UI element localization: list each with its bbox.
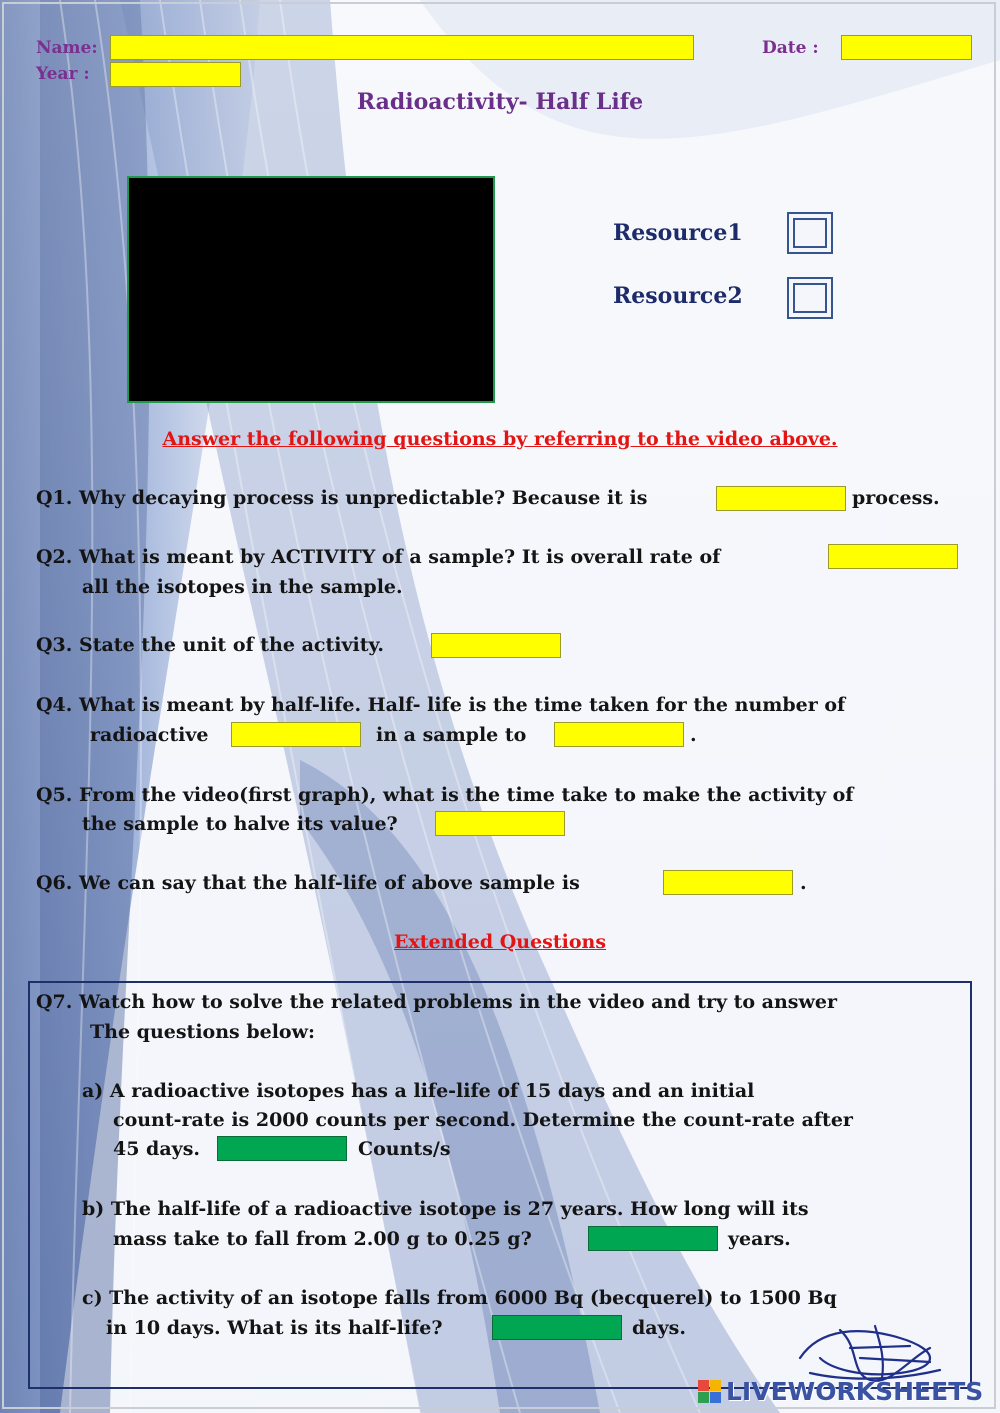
q1-text: Q1. Why decaying process is unpredictable? Because it is xyxy=(36,487,648,509)
q5-answer-field[interactable] xyxy=(435,811,565,836)
q2-text-line1: Q2. What is meant by ACTIVITY of a sample? It is overall rate of xyxy=(36,546,721,568)
q7c-answer-field[interactable] xyxy=(492,1315,622,1340)
resource2-checkbox[interactable] xyxy=(787,277,833,319)
q7c-text-line1: c) The activity of an isotope falls from 6000 Bq (becquerel) to 1500 Bq xyxy=(82,1287,837,1309)
q4-end-period: . xyxy=(690,724,697,746)
q7a-unit: Counts/s xyxy=(358,1138,451,1160)
q7a-answer-field[interactable] xyxy=(217,1136,347,1161)
q4-text-line2b: in a sample to xyxy=(376,724,527,746)
year-label: Year : xyxy=(36,64,90,84)
q7a-text-line1: a) A radioactive isotopes has a life-life of 15 days and an initial xyxy=(82,1080,755,1102)
q4-text-line1: Q4. What is meant by half-life. Half- life is the time taken for the number of xyxy=(36,694,846,716)
date-field[interactable] xyxy=(841,35,972,60)
q5-text-line2: the sample to halve its value? xyxy=(82,813,398,835)
resource1-label: Resource1 xyxy=(613,220,743,246)
q7b-text-line2: mass take to fall from 2.00 g to 0.25 g? xyxy=(113,1228,532,1250)
q7-text-line1: Q7. Watch how to solve the related problems in the video and try to answer xyxy=(36,991,837,1013)
q2-answer-field[interactable] xyxy=(828,544,958,569)
q7b-unit: years. xyxy=(728,1228,791,1250)
resource1-checkbox[interactable] xyxy=(787,212,833,254)
q7c-unit: days. xyxy=(632,1317,686,1339)
q6-answer-field[interactable] xyxy=(663,870,793,895)
q7c-text-line2: in 10 days. What is its half-life? xyxy=(106,1317,443,1339)
q6-end-period: . xyxy=(800,872,807,894)
name-label: Name: xyxy=(36,38,98,58)
q7a-text-line2: count-rate is 2000 counts per second. Determine the count-rate after xyxy=(113,1109,853,1131)
q7-text-line2: The questions below: xyxy=(90,1021,315,1043)
page-title: Radioactivity- Half Life xyxy=(356,89,644,115)
liveworksheets-watermark: LIVEWORKSHEETS xyxy=(726,1377,984,1406)
extended-heading: Extended Questions xyxy=(393,931,607,953)
q4-text-line2a: radioactive xyxy=(90,724,209,746)
q7b-text-line1: b) The half-life of a radioactive isotope is 27 years. How long will its xyxy=(82,1198,809,1220)
date-label: Date : xyxy=(762,38,819,58)
video-player[interactable] xyxy=(127,176,495,403)
year-field[interactable] xyxy=(110,62,241,87)
q7b-answer-field[interactable] xyxy=(588,1226,718,1251)
q1-answer-field[interactable] xyxy=(716,486,846,511)
q5-text-line1: Q5. From the video(first graph), what is the time take to make the activity of xyxy=(36,784,854,806)
q2-text-line2: all the isotopes in the sample. xyxy=(82,576,403,598)
resource2-label: Resource2 xyxy=(613,283,743,309)
q1-after-text: process. xyxy=(852,487,940,509)
name-field[interactable] xyxy=(110,35,694,60)
liveworksheets-logo-icon xyxy=(698,1380,722,1404)
q4-answer-field-1[interactable] xyxy=(231,722,361,747)
instruction-text: Answer the following questions by referring to the video above. xyxy=(162,428,838,450)
q6-text: Q6. We can say that the half-life of above sample is xyxy=(36,872,580,894)
q7a-text-line3: 45 days. xyxy=(113,1138,201,1160)
q3-text: Q3. State the unit of the activity. xyxy=(36,634,384,656)
q3-answer-field[interactable] xyxy=(431,633,561,658)
q4-answer-field-2[interactable] xyxy=(554,722,684,747)
